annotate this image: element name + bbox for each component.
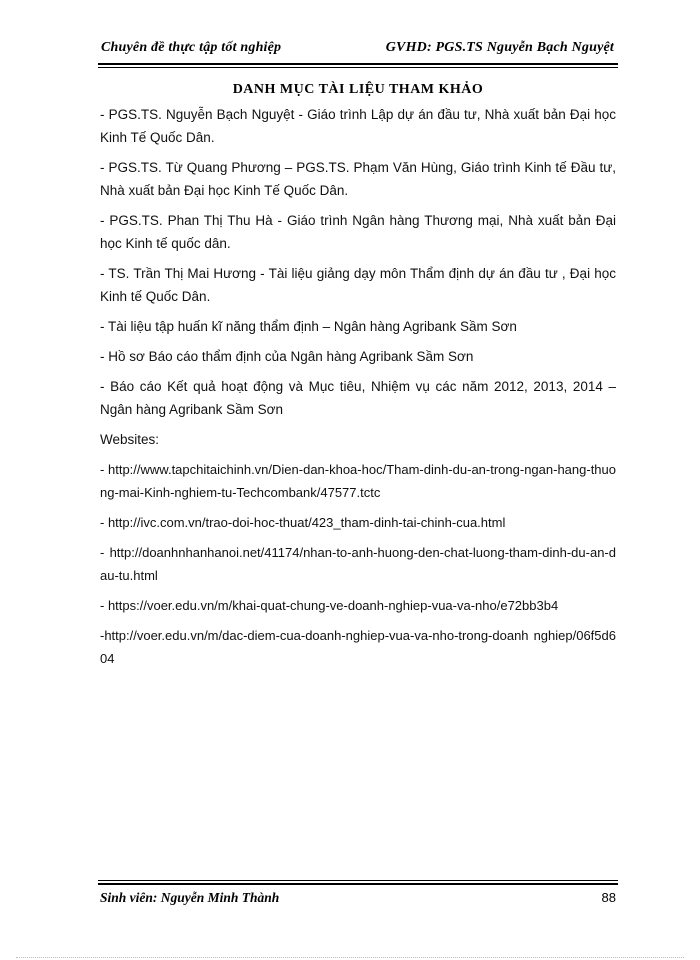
header-rule-thick (98, 63, 618, 65)
header-topic: Chuyên đề thực tập tốt nghiệp (101, 40, 282, 55)
website-link[interactable]: - http://ivc.com.vn/trao-doi-hoc-thuat/423_tham-dinh-tai-chinh-cua.html (100, 515, 506, 530)
reference-item: - PGS.TS. Từ Quang Phương – PGS.TS. Phạm Văn Hùng, Giáo trình Kinh tế Đầu tư, Nhà xuất bản Đại học Kinh Tế Quốc Dân. (100, 160, 616, 198)
footer-student: Sinh viên: Nguyễn Minh Thành (100, 890, 280, 905)
website-link[interactable]: -http://voer.edu.vn/m/dac-diem-cua-doanh-nghiep-vua-va-nho-trong-doanh nghiep/06f5d604 (100, 628, 616, 666)
header-rule-thin (98, 67, 618, 68)
reference-item: - Báo cáo Kết quả hoạt động và Mục tiêu, Nhiệm vụ các năm 2012, 2013, 2014 – Ngân hàng Agribank Sầm Sơn (100, 379, 616, 417)
footer-rule-thick (98, 883, 618, 885)
reference-list (100, 103, 616, 677)
reference-item: - Tài liệu tập huấn kĩ năng thẩm định – Ngân hàng Agribank Sầm Sơn (100, 319, 517, 334)
reference-item: - Hồ sơ Báo cáo thẩm định của Ngân hàng Agribank Sầm Sơn (100, 349, 474, 364)
footer-rule-thin (98, 880, 618, 881)
reference-item: - TS. Trần Thị Mai Hương - Tài liệu giảng dạy môn Thẩm định dự án đầu tư , Đại học Kinh tế Quốc Dân. (100, 266, 616, 304)
page-header (98, 40, 618, 60)
header-advisor: GVHD: PGS.TS Nguyễn Bạch Nguyệt (385, 40, 614, 55)
website-link[interactable]: - http://www.tapchitaichinh.vn/Dien-dan-khoa-hoc/Tham-dinh-du-an-trong-ngan-hang-thuong-mai-Kinh-nghiem-tu-Techcombank/47577.tctc (100, 462, 616, 500)
page-number: 88 (601, 890, 616, 905)
reference-item: - PGS.TS. Phan Thị Thu Hà - Giáo trình Ngân hàng Thương mại, Nhà xuất bản Đại học Kinh tế quốc dân. (100, 213, 616, 251)
website-link[interactable]: - https://voer.edu.vn/m/khai-quat-chung-ve-doanh-nghiep-vua-va-nho/e72bb3b4 (100, 598, 559, 613)
website-link[interactable]: - http://doanhnhanhanoi.net/41174/nhan-to-anh-huong-den-chat-luong-tham-dinh-du-an-dau-tu.html (100, 545, 616, 583)
page-title: DANH MỤC TÀI LIỆU THAM KHẢO (232, 82, 484, 97)
reference-item: - PGS.TS. Nguyễn Bạch Nguyệt - Giáo trình Lập dự án đầu tư, Nhà xuất bản Đại học Kinh Tế Quốc Dân. (100, 107, 616, 145)
websites-label: Websites: (100, 432, 160, 447)
page-break-divider (16, 957, 684, 958)
